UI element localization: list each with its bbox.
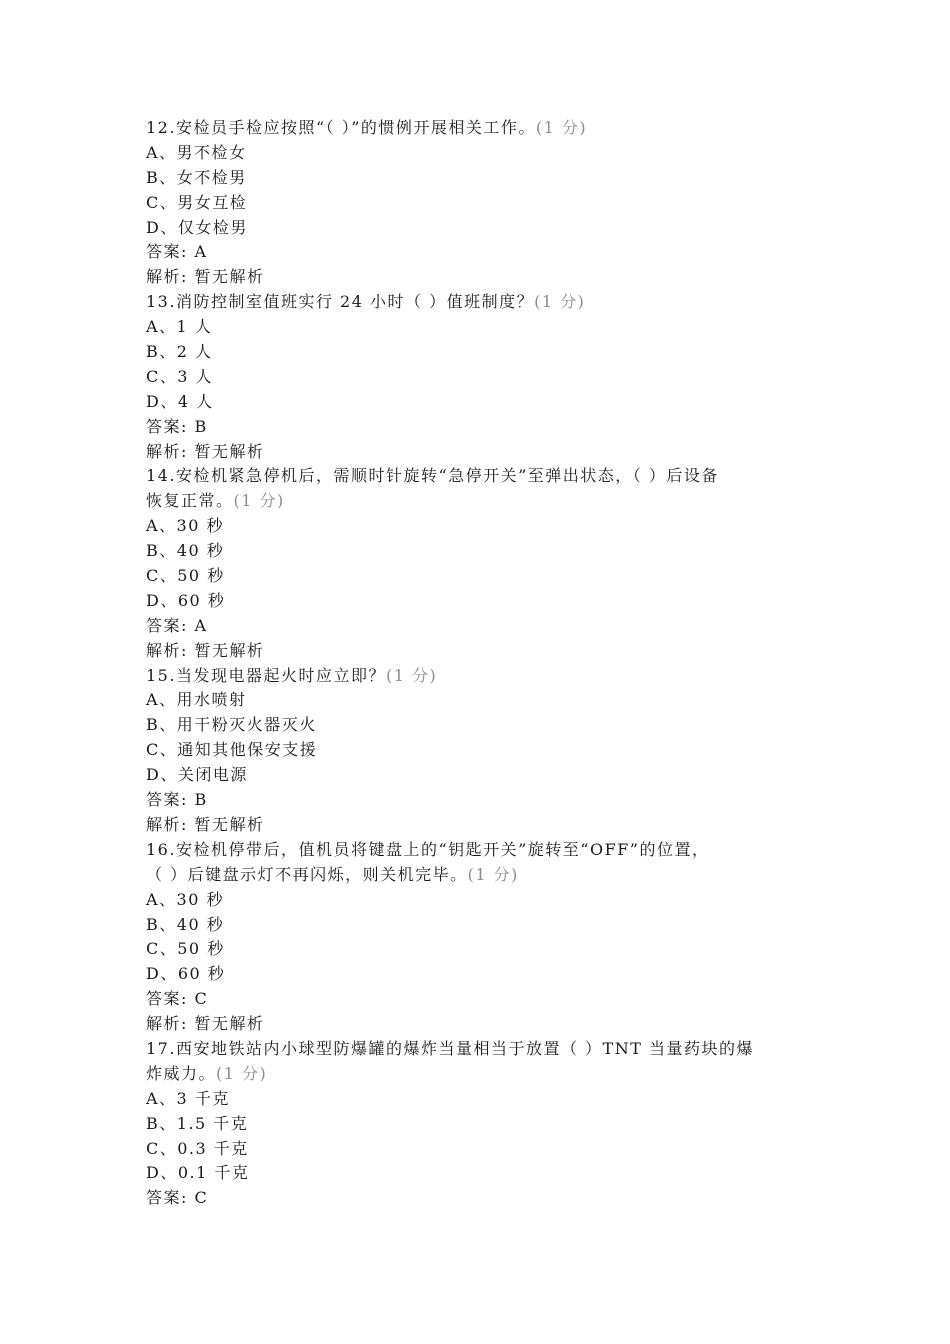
question-text-segment: 15.当发现电器起火时应立即？ (146, 665, 386, 685)
question-text-segment: （ ）后键盘示灯不再闪烁，则关机完毕。 (146, 864, 468, 884)
answer-option: D、0.1 千克 (146, 1163, 250, 1183)
question-text-segment: 17.西安地铁站内小球型防爆罐的爆炸当量相当于放置（ ）TNT 当量药块的爆 (146, 1038, 754, 1058)
answer-analysis: 解析: 暂无解析 (146, 1014, 265, 1034)
question-block (146, 838, 806, 1037)
answer-analysis: 解析: 暂无解析 (146, 814, 265, 834)
question-text (146, 464, 806, 489)
answer-option: A、男不检女 (146, 142, 247, 162)
answer-option: B、40 秒 (146, 541, 225, 561)
question-block (146, 1037, 806, 1211)
question-text-segment: 16.安检机停带后，值机员将键盘上的“钥匙开关”旋转至“OFF”的位置， (146, 839, 710, 859)
answer-option: A、30 秒 (146, 516, 225, 536)
answer-option: C、3 人 (146, 366, 214, 386)
question-text-segment: 炸威力。 (146, 1063, 217, 1083)
question-text-segment: 12.安检员手检应按照“（ ）”的惯例开展相关工作。 (146, 118, 536, 137)
answer-key: 答案: A (146, 242, 208, 262)
question-text (146, 290, 806, 315)
question-text-segment: 13.消防控制室值班实行 24 小时（ ）值班制度？ (146, 292, 535, 312)
answer-option: B、2 人 (146, 342, 213, 362)
answer-option: C、50 秒 (146, 939, 225, 959)
answer-key: 答案: C (146, 1188, 209, 1208)
question-text (146, 863, 806, 888)
answer-option: C、男女互检 (146, 192, 248, 212)
question-text (146, 1062, 806, 1087)
question-block (146, 290, 806, 464)
answer-option: B、1.5 千克 (146, 1113, 249, 1133)
question-score: (1 分) (233, 491, 285, 511)
answer-analysis: 解析: 暂无解析 (146, 640, 265, 660)
answer-option: C、0.3 千克 (146, 1138, 249, 1158)
answer-analysis: 解析: 暂无解析 (146, 441, 265, 461)
answer-option: C、50 秒 (146, 566, 225, 586)
answer-option: B、40 秒 (146, 914, 225, 934)
answer-option: D、60 秒 (146, 590, 226, 610)
question-score: (1 分) (534, 292, 586, 312)
question-text (146, 838, 806, 863)
answer-option: D、60 秒 (146, 964, 226, 984)
question-list (146, 116, 806, 1211)
question-text (146, 489, 806, 514)
answer-key: 答案: A (146, 615, 208, 635)
answer-option: B、用干粉灭火器灭火 (146, 715, 317, 735)
answer-option: A、1 人 (146, 317, 213, 337)
question-score: (1 分) (467, 864, 519, 884)
answer-option: D、4 人 (146, 391, 214, 411)
answer-option: A、30 秒 (146, 889, 225, 909)
question-text (146, 664, 806, 689)
question-score: (1 分) (216, 1063, 268, 1083)
answer-option: A、用水喷射 (146, 690, 247, 710)
answer-option: A、3 千克 (146, 1088, 230, 1108)
question-block (146, 464, 806, 663)
answer-key: 答案: B (146, 790, 208, 810)
question-block (146, 664, 806, 838)
question-score: (1 分) (385, 665, 438, 685)
question-text-segment: 恢复正常。 (146, 491, 234, 511)
answer-key: 答案: C (146, 989, 209, 1009)
question-score: (1 分) (535, 118, 588, 137)
question-text (146, 1037, 806, 1062)
question-text (146, 116, 806, 141)
answer-option: B、女不检男 (146, 167, 247, 187)
answer-option: C、通知其他保安支援 (146, 740, 318, 760)
answer-analysis: 解析: 暂无解析 (146, 267, 265, 287)
answer-key: 答案: B (146, 416, 208, 436)
answer-option: D、关闭电源 (146, 765, 248, 785)
question-block (146, 116, 806, 290)
question-text-segment: 14.安检机紧急停机后，需顺时针旋转“急停开关”至弹出状态，（ ）后设备 (146, 466, 719, 486)
answer-option: D、仅女检男 (146, 217, 248, 237)
